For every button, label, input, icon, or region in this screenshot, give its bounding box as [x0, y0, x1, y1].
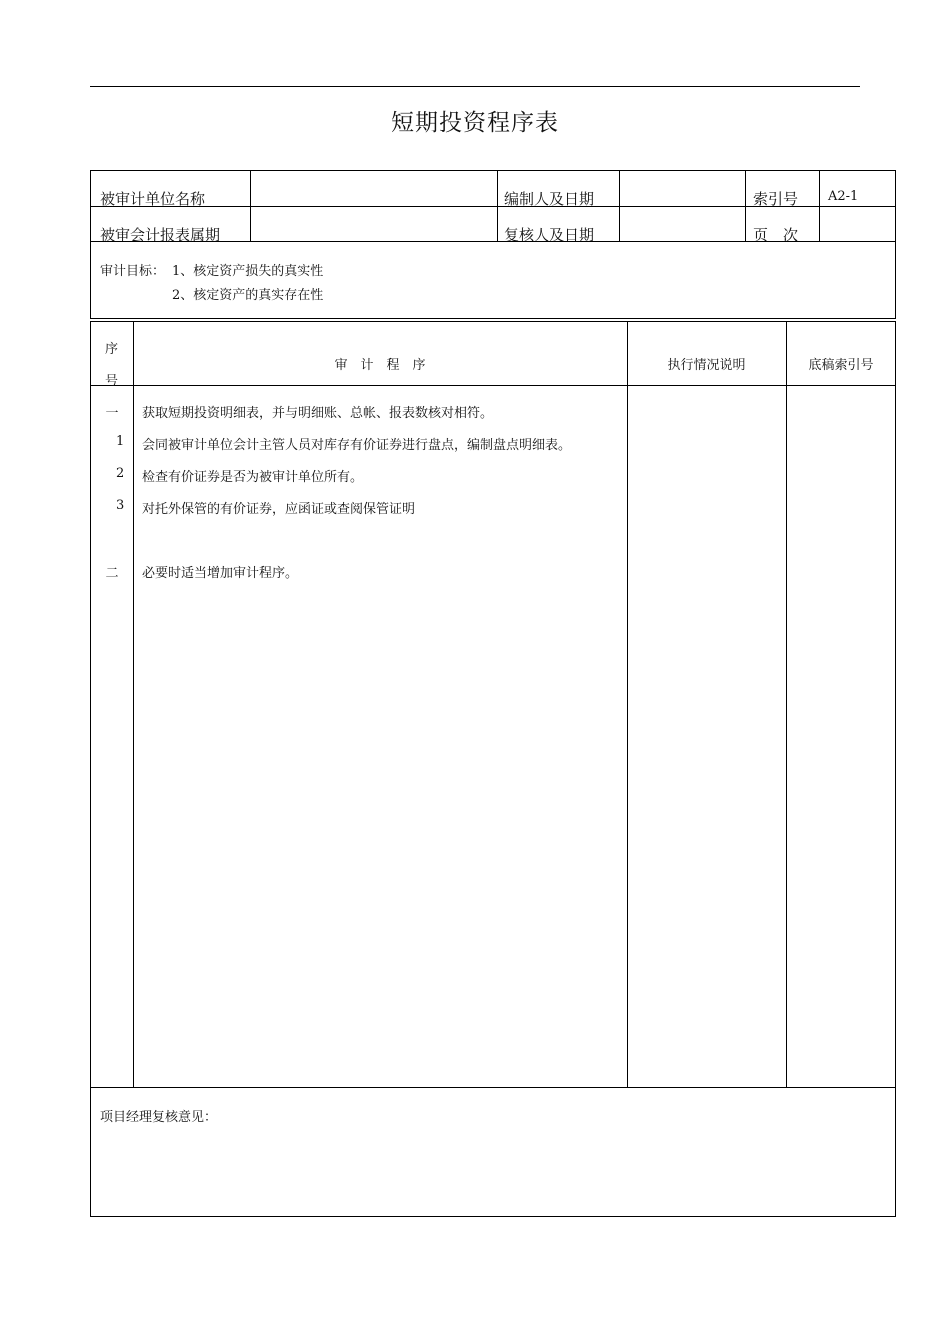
preparer-label: 编制人及日期 — [504, 190, 595, 208]
row-text: 检查有价证券是否为被审计单位所有。 — [142, 470, 364, 485]
top-rule — [90, 86, 860, 87]
execution-notes-area[interactable] — [628, 386, 785, 1086]
auditee-field[interactable] — [256, 188, 492, 206]
period-label: 被审会计报表属期 — [100, 226, 221, 244]
ref-notes-area[interactable] — [787, 386, 895, 1086]
objectives-prefix: 审计目标： — [100, 264, 166, 279]
review-label: 项目经理复核意见： — [100, 1110, 218, 1125]
reviewer-label: 复核人及日期 — [504, 226, 595, 244]
ref-header: 底稿索引号 — [808, 358, 874, 373]
page-field[interactable] — [824, 224, 890, 242]
row-seq: 1 — [116, 434, 125, 449]
preparer-field[interactable] — [624, 188, 740, 206]
row-seq: 一 — [105, 406, 119, 421]
reviewer-field[interactable] — [624, 224, 740, 242]
index-value: A2-1 — [828, 189, 859, 204]
auditee-label: 被审计单位名称 — [100, 190, 206, 208]
row-seq: 2 — [116, 466, 125, 481]
row-seq: 3 — [116, 498, 125, 513]
procedure-header: 审 计 程 序 — [334, 358, 426, 373]
row-text: 必要时适当增加审计程序。 — [142, 566, 299, 581]
objective-item: 1、核定资产损失的真实性 — [172, 264, 324, 279]
seq-header-top: 序 — [104, 342, 118, 357]
execution-header: 执行情况说明 — [667, 358, 746, 373]
review-comments-area[interactable] — [100, 1126, 886, 1210]
objective-item: 2、核定资产的真实存在性 — [172, 288, 324, 303]
row-text: 对托外保管的有价证券，应函证或查阅保管证明 — [142, 502, 416, 517]
objectives-block — [90, 241, 896, 319]
row-seq: 二 — [105, 566, 119, 581]
row-text: 会同被审计单位会计主管人员对库存有价证券进行盘点，编制盘点明细表。 — [142, 438, 572, 453]
row-text: 获取短期投资明细表，并与明细账、总帐、报表数核对相符。 — [142, 406, 494, 421]
period-field[interactable] — [256, 224, 492, 242]
seq-header-bottom: 号 — [104, 374, 118, 389]
page-title: 短期投资程序表 — [391, 110, 559, 136]
page-label: 页 次 — [753, 226, 799, 244]
index-label: 索引号 — [753, 190, 799, 208]
